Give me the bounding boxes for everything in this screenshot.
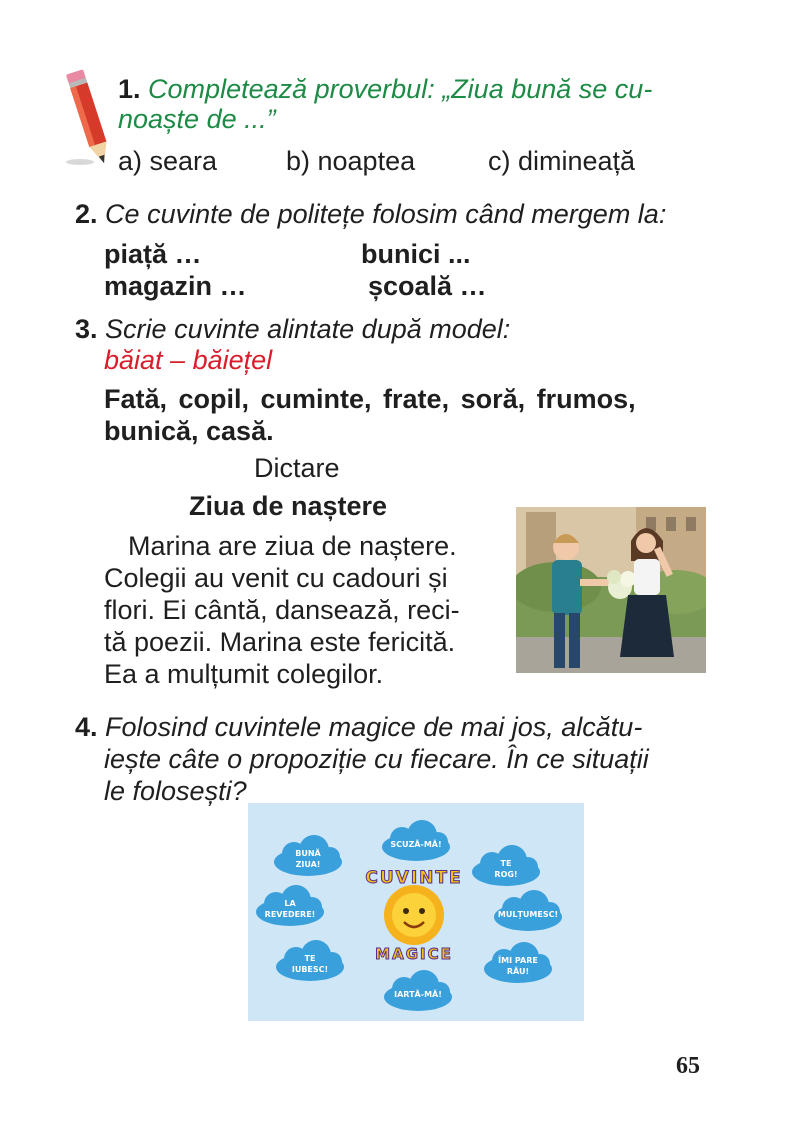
exercise1-proverb-line2: noaște de ...” xyxy=(118,104,276,134)
cloud-text: IUBESC! xyxy=(291,965,329,974)
cloud-text: ÎMI PARE xyxy=(498,956,538,965)
exercise2-line xyxy=(75,198,666,230)
magic-words-illustration xyxy=(248,803,584,1021)
exercise2-item-piata: piață … xyxy=(104,239,202,269)
exercise2-item-magazin: magazin … xyxy=(104,271,247,301)
sun-icon xyxy=(384,885,444,945)
exercise3-number: 3. xyxy=(75,314,98,344)
exercise4-number: 4. xyxy=(75,712,98,742)
cloud-text: TE xyxy=(500,859,512,868)
exercise1-prompt: Completează proverbul: xyxy=(148,74,443,104)
dictation-title: Ziua de naștere xyxy=(189,491,388,521)
cloud-text: LA xyxy=(284,899,296,908)
page-number: 65 xyxy=(676,1053,700,1079)
cloud-text: ZIUA! xyxy=(295,860,321,869)
exercise1-line1 xyxy=(118,73,652,105)
exercise1-option-c: c) dimineață xyxy=(488,146,636,176)
exercise3-model: băiat – băiețel xyxy=(104,345,273,375)
exercise3-line xyxy=(75,313,510,345)
cloud-text: SCUZĂ-MĂ! xyxy=(390,840,442,849)
exercise1-number: 1. xyxy=(118,74,141,104)
exercise3-words-line2: bunică, casă. xyxy=(104,416,274,446)
exercise3-prompt: Scrie cuvinte alintate după model: xyxy=(105,314,511,344)
exercise2-item-bunici: bunici ... xyxy=(361,239,471,269)
exercise4-line1 xyxy=(75,711,642,743)
exercise2-prompt: Ce cuvinte de politețe folosim când mergem la: xyxy=(105,199,667,229)
cloud-text: REVEDERE! xyxy=(264,910,316,919)
exercise2-item-scoala: școală … xyxy=(368,271,487,301)
cloud-text: BUNĂ xyxy=(295,849,321,858)
exercise4-text-line3: le folosești? xyxy=(104,776,247,806)
cloud-text: IARTĂ-MĂ! xyxy=(394,990,442,999)
dictation-line-3: flori. Ei cântă, dansează, reci- xyxy=(104,595,460,625)
dictation-line-4: tă poezii. Marina este fericită. xyxy=(104,627,456,657)
exercise1-proverb-line1: „Ziua bună se cu- xyxy=(442,74,653,104)
magic-title-bottom: MAGICE xyxy=(375,945,453,963)
exercise4-text-line1: Folosind cuvintele magice de mai jos, alcătu- xyxy=(105,712,643,742)
dictation-line-5: Ea a mulțumit colegilor. xyxy=(104,659,384,689)
cloud-text: ROG! xyxy=(494,870,518,879)
dictation-label: Dictare xyxy=(254,453,340,483)
birthday-photo xyxy=(516,507,706,673)
cloud-text: MULȚUMESC! xyxy=(497,910,559,919)
cloud-text: RĂU! xyxy=(506,967,530,976)
exercise3-words-line1: Fată, copil, cuminte, frate, soră, frumos, xyxy=(104,384,636,414)
dictation-line-2: Colegii au venit cu cadouri și xyxy=(104,563,448,593)
dictation-line-1: Marina are ziua de naștere. xyxy=(128,531,457,561)
exercise4-text-line2: iește câte o propoziție cu fiecare. În ce situații xyxy=(104,744,649,774)
pencil-icon xyxy=(58,62,118,172)
exercise1-option-b: b) noaptea xyxy=(286,146,416,176)
exercise1-option-a: a) seara xyxy=(118,146,218,176)
magic-title-top: CUVINTE xyxy=(365,868,463,888)
cloud-text: TE xyxy=(304,954,316,963)
exercise2-number: 2. xyxy=(75,199,98,229)
